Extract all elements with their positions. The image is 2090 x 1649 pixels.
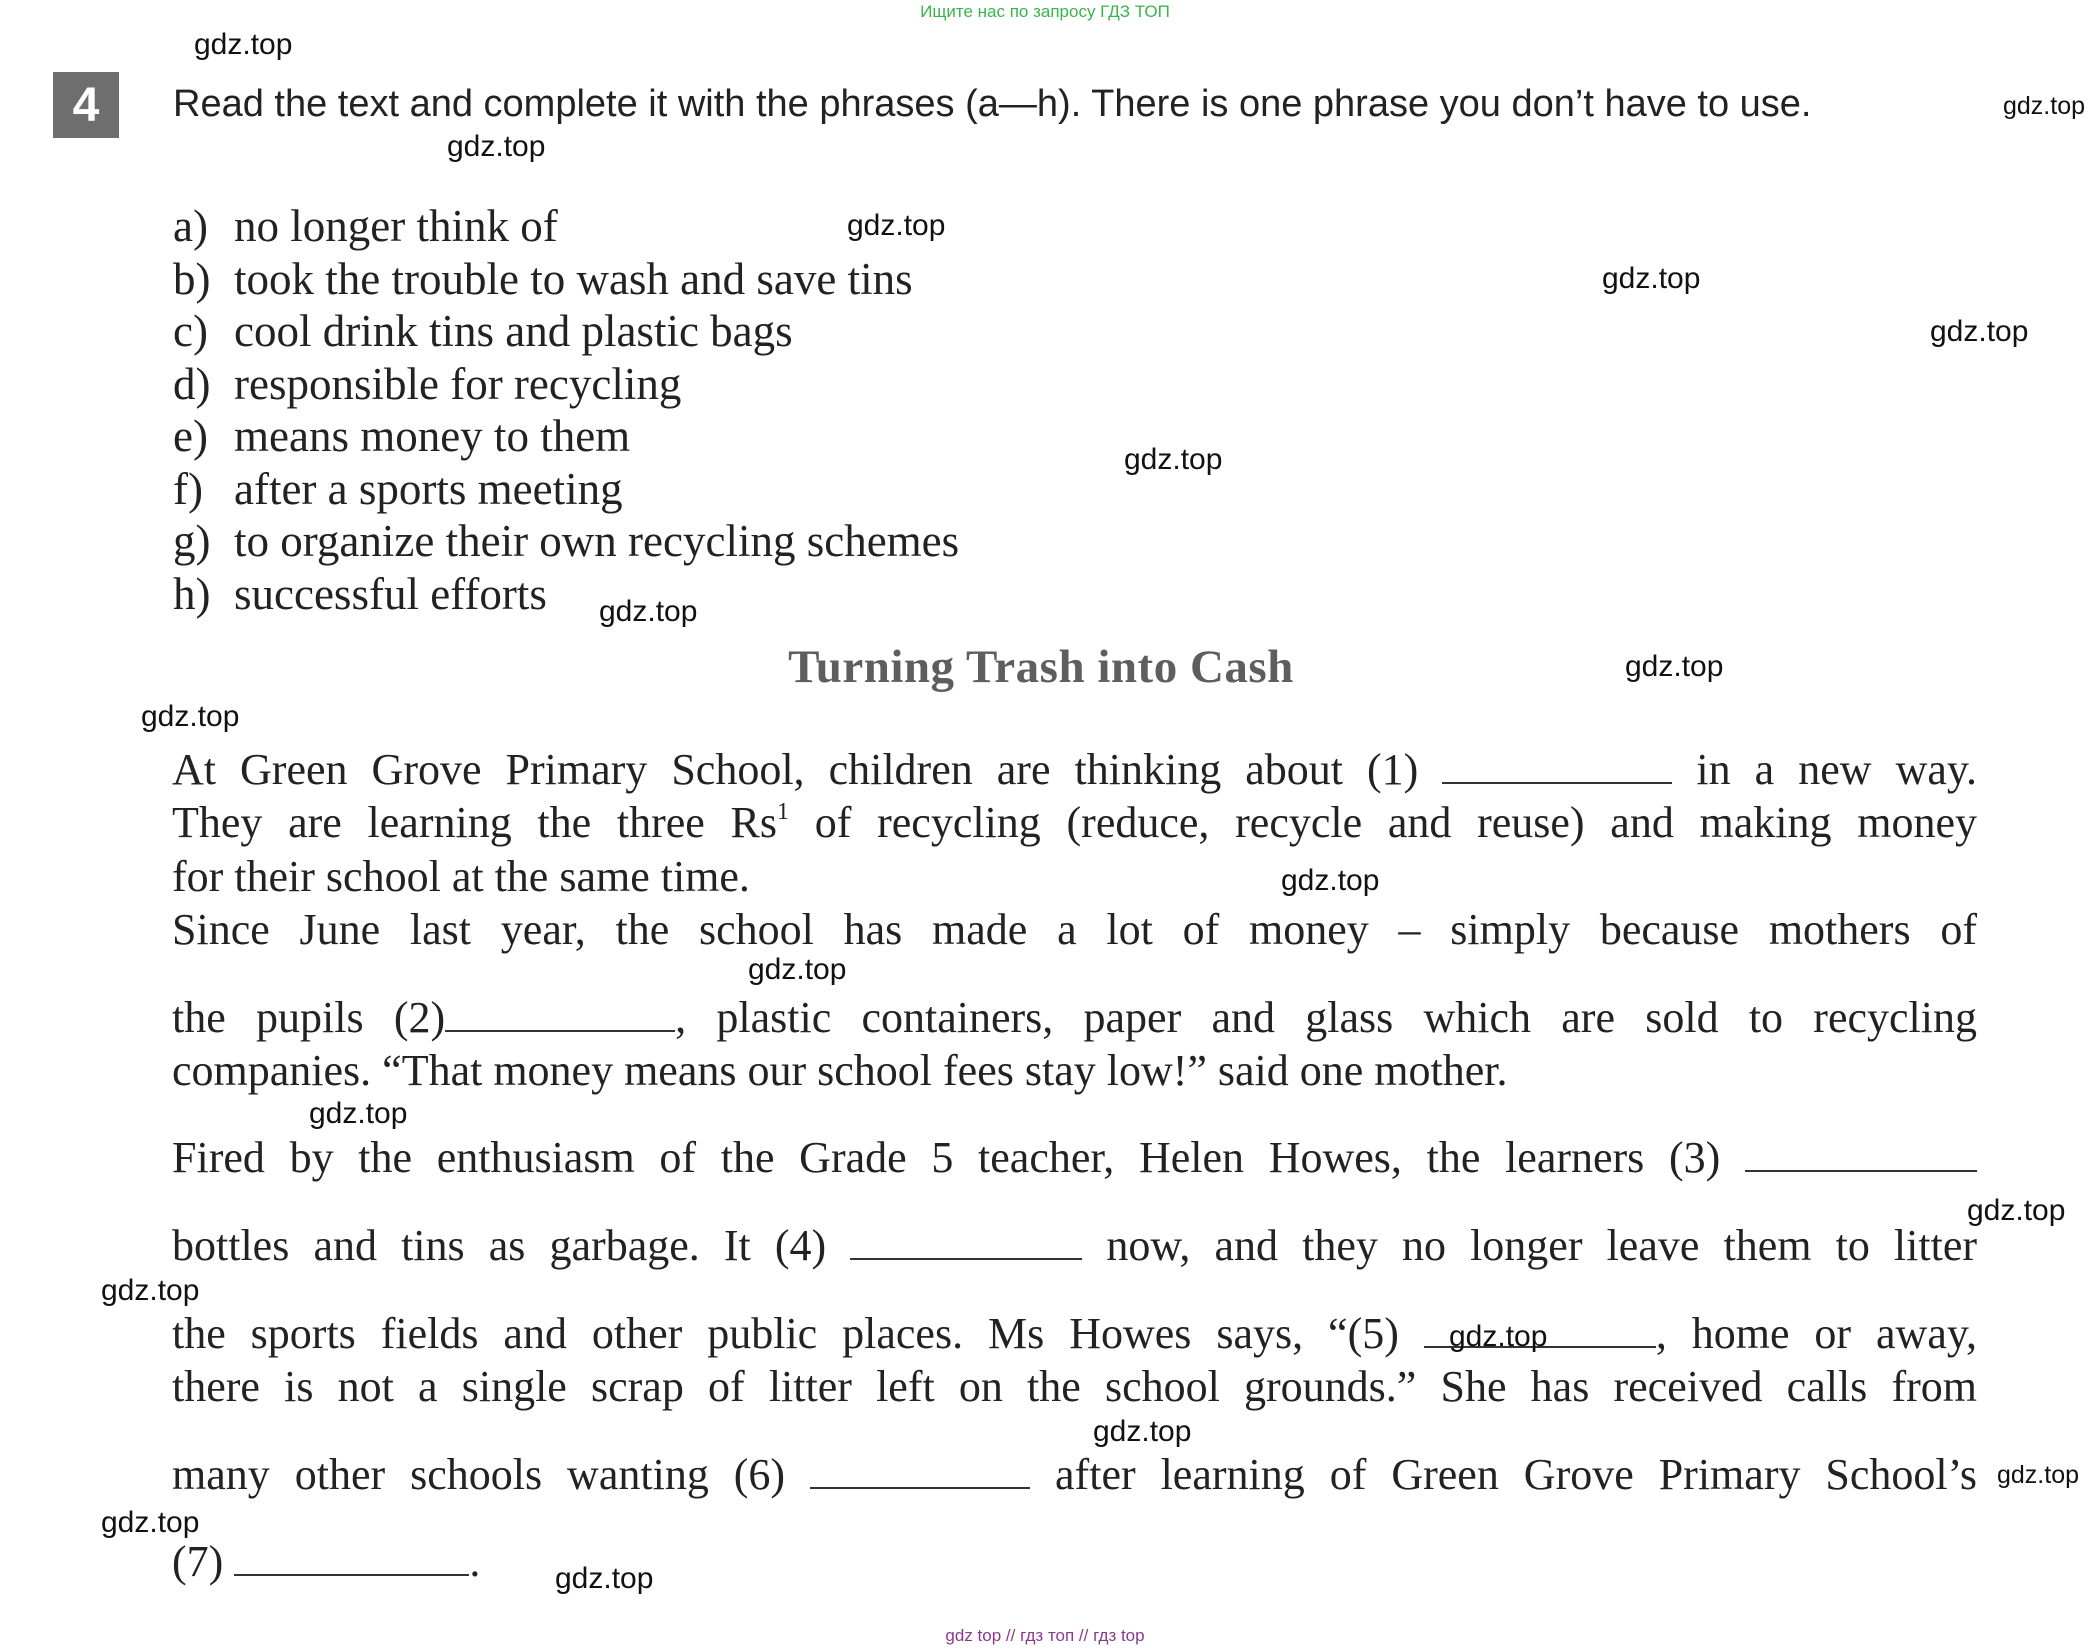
story-text: , plastic containers, paper and glass which are sold to recycling	[675, 993, 1977, 1042]
option-letter: f)	[173, 463, 203, 514]
story-text	[172, 993, 1977, 1042]
task-instruction: Read the text and complete it with the phrases (a—h). There is one phrase you don’t have to use.	[173, 83, 1812, 125]
option-text: cool drink tins and plastic bags	[234, 306, 793, 356]
story-line-7	[172, 1133, 1977, 1183]
watermark-text: gdz.top	[2003, 92, 2086, 120]
option-letter: e)	[173, 411, 208, 461]
story-text: there is not a single scrap of litter left on the school grounds.” She has received calls from	[172, 1362, 1977, 1411]
story-line-10	[172, 1362, 1977, 1412]
story-text: now, and they no longer leave them to litter	[1106, 1221, 1978, 1270]
story-line-12	[172, 1537, 1977, 1587]
option-item	[173, 410, 959, 463]
option-item	[173, 515, 959, 568]
watermark-text: gdz.top	[1602, 262, 1701, 295]
watermark-text: gdz.top	[194, 28, 293, 61]
watermark-text: gdz.top	[101, 1274, 200, 1307]
watermark-text: gdz.top	[1967, 1194, 2066, 1227]
option-item	[173, 568, 959, 621]
story-text	[172, 798, 1977, 847]
watermark-text: gdz.top	[141, 700, 240, 733]
story-text: , home or away,	[1655, 1309, 1977, 1358]
story-text: in a new way.	[1696, 745, 1978, 794]
watermark-text: gdz.top	[555, 1562, 654, 1595]
story-line-5	[172, 993, 1977, 1043]
watermark-text: gdz.top	[1997, 1461, 2080, 1489]
blank-2[interactable]	[445, 1026, 675, 1032]
story-title: Turning Trash into Cash	[788, 641, 1294, 693]
story-line-9	[172, 1309, 1977, 1359]
watermark-text: gdz.top	[1281, 864, 1380, 897]
story-text: (7)	[172, 1537, 224, 1586]
option-item	[173, 463, 959, 516]
story-text: after learning of Green Grove Primary School’s	[1055, 1450, 1978, 1499]
top-search-banner[interactable]: Ищите нас по запросу ГДЗ ТОП	[920, 2, 1170, 21]
option-text: responsible for recycling	[234, 358, 682, 409]
story-text: .	[469, 1537, 481, 1586]
option-text: after a sports meeting	[234, 463, 623, 514]
option-letter: b)	[173, 253, 211, 304]
story-text-rs: They are learning the three Rs	[172, 798, 778, 847]
footnote-marker: 1	[777, 799, 790, 825]
blank-3[interactable]	[1745, 1166, 1977, 1172]
watermark-text: gdz.top	[1625, 650, 1724, 683]
blank-1[interactable]	[1442, 778, 1672, 784]
watermark-text: gdz.top	[748, 953, 847, 986]
watermark-text: gdz.top	[599, 595, 698, 628]
story-line-2	[172, 798, 1977, 848]
story-text: Since June last year, the school has made a lot of money – simply because mothers of	[172, 905, 1977, 954]
story-line-6: companies. “That money means our school fees stay low!” said one mother.	[172, 1046, 1508, 1095]
option-letter: g)	[173, 516, 211, 566]
watermark-text: gdz.top	[847, 209, 946, 242]
story-text	[172, 1309, 1977, 1358]
phrase-options-list	[173, 200, 959, 620]
option-letter: c)	[173, 306, 208, 356]
watermark-text: gdz.top	[1449, 1320, 1548, 1353]
blank-7[interactable]	[234, 1570, 469, 1576]
blank-4[interactable]	[850, 1254, 1082, 1260]
story-text: of recycling (reduce, recycle and reuse) and making money	[789, 798, 1977, 847]
story-line-4	[172, 905, 1977, 955]
option-letter: d)	[173, 358, 211, 409]
option-text: no longer think of	[234, 201, 558, 251]
story-text: many other schools wanting (6)	[172, 1450, 786, 1499]
watermark-text: gdz.top	[101, 1506, 200, 1539]
option-letter: h)	[173, 568, 211, 619]
story-line-11	[172, 1450, 1977, 1500]
watermark-text: gdz.top	[1093, 1415, 1192, 1448]
story-text: the pupils (2)	[172, 993, 446, 1042]
story-text: At Green Grove Primary School, children are thinking about (1)	[172, 745, 1419, 794]
story-text: the sports fields and other public places. Ms Howes says, “(5)	[172, 1309, 1399, 1358]
option-item	[173, 305, 959, 358]
option-text: means money to them	[234, 411, 631, 461]
option-text: to organize their own recycling schemes	[234, 516, 960, 566]
option-text: took the trouble to wash and save tins	[234, 253, 913, 304]
watermark-text: gdz.top	[1124, 443, 1223, 476]
story-line-8	[172, 1221, 1977, 1271]
story-line-1	[172, 745, 1977, 795]
watermark-text: gdz.top	[1930, 315, 2029, 348]
option-item	[173, 358, 959, 411]
option-item	[173, 200, 959, 253]
story-text: bottles and tins as garbage. It (4)	[172, 1221, 827, 1270]
story-line-3: for their school at the same time.	[172, 852, 750, 901]
option-text: successful efforts	[234, 568, 547, 619]
option-letter: a)	[173, 201, 208, 251]
task-number-badge: 4	[53, 72, 119, 138]
blank-6[interactable]	[810, 1483, 1030, 1489]
watermark-text: gdz.top	[309, 1097, 408, 1130]
option-item	[173, 253, 959, 306]
story-text: Fired by the enthusiasm of the Grade 5 teacher, Helen Howes, the learners (3)	[172, 1133, 1721, 1182]
watermark-text: gdz.top	[447, 130, 546, 163]
bottom-watermark-banner: gdz top // гдз топ // гдз top	[945, 1626, 1145, 1645]
